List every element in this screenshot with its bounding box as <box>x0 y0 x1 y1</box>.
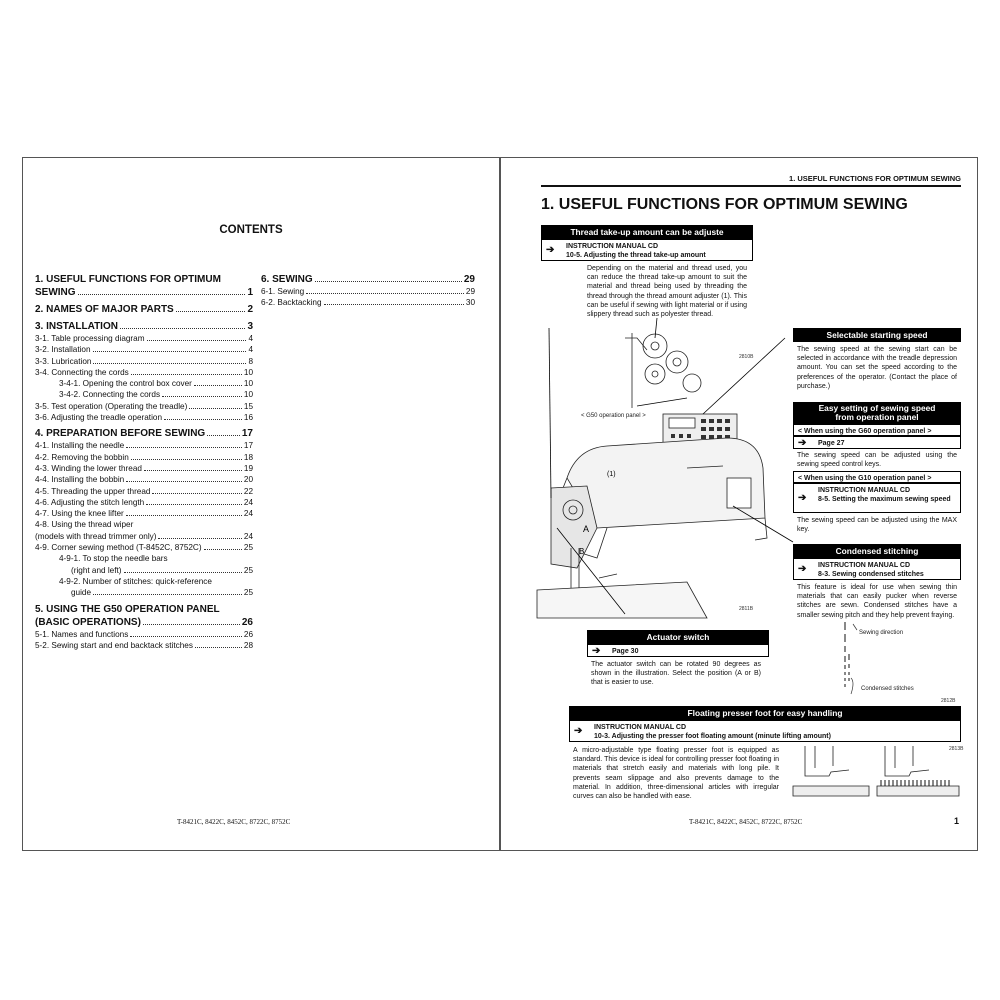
toc-entry-page: 20 <box>243 475 253 485</box>
toc-entry <box>35 334 253 345</box>
toc-entry-title: SEWING <box>35 287 76 298</box>
toc-entry-title: 4-7. Using the knee lifter <box>35 509 124 519</box>
toc-leader-dots <box>164 413 242 420</box>
toc-entry <box>35 287 253 300</box>
toc-entry <box>35 428 253 441</box>
toc-entry <box>35 475 253 486</box>
toc-entry-page: 26 <box>241 616 253 628</box>
floating-ref <box>569 720 961 742</box>
toc-leader-dots <box>195 641 242 648</box>
toc-entry <box>35 390 253 401</box>
toc-entry-title: guide <box>71 588 92 598</box>
g10-panel-label: < When using the G10 operation panel > <box>793 471 961 483</box>
toc-entry-title: 5-2. Sewing start and end backtack stitches <box>35 640 193 650</box>
toc-entry-title: 3-1. Table processing diagram <box>35 334 145 343</box>
toc-entry <box>35 441 253 452</box>
chapter-title: 1. USEFUL FUNCTIONS FOR OPTIMUM SEWING <box>541 196 908 213</box>
toc-entry-page: 25 <box>243 543 253 553</box>
arrow-icon: ➔ <box>592 645 601 656</box>
toc-column-2 <box>261 270 475 310</box>
toc-entry-title: 4-6. Adjusting the stitch length <box>35 497 145 507</box>
toc-entry-title: 4-8. Using the thread wiper <box>35 520 134 530</box>
toc-entry-page: 3 <box>247 321 253 332</box>
toc-entry-title: 3. INSTALLATION <box>35 321 118 332</box>
toc-entry <box>261 287 475 298</box>
toc-entry <box>35 588 253 599</box>
toc-leader-dots <box>131 368 242 375</box>
actuator-ref <box>587 644 769 657</box>
thread-takeup-body: Depending on the material and thread used, you can reduce the thread take-up amount to suit the material and thread being used by threading the thread through the thread amount adjuster (1). This can be useful if sewing with light material or if using slippery thread such as polyester thread. <box>587 265 747 319</box>
callout-b: B <box>579 547 585 556</box>
toc-entry <box>35 509 253 520</box>
header-rule <box>541 185 961 187</box>
toc-entry <box>35 641 253 652</box>
thread-takeup-ref <box>541 239 753 261</box>
toc-leader-dots <box>204 543 242 550</box>
toc-entry-title: 3-2. Installation <box>35 345 91 355</box>
toc-entry-title: 4-4. Installing the bobbin <box>35 475 125 485</box>
toc-entry-page: 30 <box>465 298 475 308</box>
arrow-icon: ➔ <box>546 244 555 256</box>
ref-line-2: 10-5. Adjusting the thread take-up amount <box>566 252 706 259</box>
easy-speed-title <box>793 402 961 424</box>
toc-entry-title: 3-3. Lubrication <box>35 356 92 366</box>
toc-entry-page: 18 <box>243 452 253 462</box>
toc-entry-title: 4-9. Corner sewing method (T-8452C, 8752C) <box>35 543 202 553</box>
toc-entry-page: 10 <box>243 367 253 377</box>
condensed-stitches-label: Condensed stitches <box>861 686 914 692</box>
actuator-body: The actuator switch can be rotated 90 degrees as shown in the illustration. Select the position (A or B) that is easier to use. <box>591 661 761 687</box>
toc-entry <box>35 554 253 565</box>
page-footer: T-8421C, 8422C, 8452C, 8722C, 8752C <box>177 818 291 826</box>
toc-leader-dots <box>120 322 245 329</box>
toc-entry-page: 24 <box>243 497 253 507</box>
toc-entry-title: (right and left) <box>71 565 122 575</box>
actuator-ref-page: Page 30 <box>612 648 639 655</box>
toc-leader-dots <box>93 588 242 595</box>
toc-leader-dots <box>124 566 242 573</box>
ref-line-1: INSTRUCTION MANUAL CD <box>566 243 659 250</box>
toc-entry-page: 22 <box>243 486 253 496</box>
toc-leader-dots <box>194 379 242 386</box>
toc-entry-page: 19 <box>243 463 253 473</box>
toc-entry-page: 28 <box>243 640 253 650</box>
toc-entry <box>35 304 253 317</box>
toc-leader-dots <box>324 298 464 305</box>
toc-entry-title: 5-1. Names and functions <box>35 629 129 639</box>
toc-entry-page: 15 <box>243 401 253 411</box>
ref-line-1: INSTRUCTION MANUAL CD <box>594 724 687 731</box>
sewing-direction-label: Sewing direction <box>859 630 904 636</box>
toc-entry-page: 26 <box>243 629 253 639</box>
toc-entry-page: 25 <box>243 565 253 575</box>
g10-body: The sewing speed can be adjusted using the MAX key. <box>797 517 957 534</box>
toc-entry <box>35 487 253 498</box>
toc-entry <box>261 298 475 309</box>
contents-title: CONTENTS <box>219 224 283 236</box>
toc-column-1 <box>35 270 253 652</box>
toc-leader-dots <box>152 487 241 494</box>
fig-id-2811b: 2811B <box>739 606 754 612</box>
toc-entry <box>35 630 253 641</box>
toc-entry-title: 4-2. Removing the bobbin <box>35 452 129 462</box>
toc-entry <box>35 520 253 531</box>
toc-entry <box>35 498 253 509</box>
toc-entry-page: 8 <box>248 356 253 366</box>
toc-entry <box>35 345 253 356</box>
toc-entry <box>35 368 253 379</box>
condensed-body: This feature is ideal for use when sewing thin materials that can easily pucker when reverse stitches are sewn. Condensed stitches have a smaller sewing pitch and they help prevent fraying. <box>797 584 957 619</box>
fig-id-2812b: 2812B <box>941 698 956 704</box>
toc-entry-page: 17 <box>241 428 253 440</box>
toc-entry <box>261 274 475 287</box>
toc-entry <box>35 357 253 368</box>
toc-entry <box>35 532 253 543</box>
toc-leader-dots <box>130 630 242 637</box>
actuator-title: Actuator switch <box>587 630 769 644</box>
toc-leader-dots <box>189 402 242 409</box>
toc-leader-dots <box>207 429 240 436</box>
fig-id-2810b: 2810B <box>739 354 754 360</box>
toc-entry-page: 2 <box>247 304 253 315</box>
toc-entry-title: 3-4-2. Connecting the cords <box>59 390 161 400</box>
toc-leader-dots <box>93 345 247 352</box>
toc-entry-page: 29 <box>465 287 475 296</box>
toc-entry-title: 4. PREPARATION BEFORE SEWING <box>35 428 206 440</box>
toc-leader-dots <box>93 357 246 364</box>
toc-entry <box>35 321 253 334</box>
toc-entry-page: 10 <box>243 390 253 400</box>
g60-ref-page: Page 27 <box>818 440 845 447</box>
toc-leader-dots <box>162 390 242 397</box>
ref-line-1: INSTRUCTION MANUAL CD <box>818 562 911 569</box>
toc-entry-page: 4 <box>248 334 253 343</box>
toc-entry-title: 4-9-2. Number of stitches: quick-reference <box>59 576 212 586</box>
toc-entry-title: 1. USEFUL FUNCTIONS FOR OPTIMUM <box>35 274 221 285</box>
g60-body: The sewing speed can be adjusted using the sewing speed control keys. <box>797 452 957 469</box>
toc-entry <box>35 413 253 424</box>
page-number: 1 <box>953 816 959 826</box>
toc-entry-page: 17 <box>243 441 253 451</box>
g10-ref <box>793 483 961 513</box>
callout-a: A <box>583 524 590 534</box>
thread-takeup-title: Thread take-up amount can be adjuste <box>541 225 753 239</box>
toc-leader-dots <box>176 305 246 312</box>
starting-speed-body: The sewing speed at the sewing start can be selected in accordance with the treadle depression amount. You can set the speed according to the preferences of the operator. (Contact the place of purchase.) <box>797 346 957 390</box>
toc-entry-title: 6. SEWING <box>261 274 313 285</box>
toc-entry-page: 1 <box>247 287 253 298</box>
toc-entry <box>35 617 253 630</box>
toc-entry-title: 4-5. Threading the upper thread <box>35 486 151 496</box>
arrow-icon: ➔ <box>798 492 807 504</box>
toc-entry-page: 24 <box>243 509 253 519</box>
easy-speed-title-line2: from operation panel <box>835 412 919 422</box>
toc-leader-dots <box>306 287 464 294</box>
panel-label: < G50 operation panel > <box>581 413 646 419</box>
floating-body: A micro-adjustable type floating presser foot is equipped as standard. This device is ideal for controlling presser foot floating in materials that stretch easily and materials with long pile. It prevents seam slippage and also prevents damage to the material. In addition, three-dimensional articles with irregular curves can also be handled with ease. <box>573 747 779 801</box>
toc-entry-title: 4-1. Installing the needle <box>35 441 125 451</box>
starting-speed-title: Selectable starting speed <box>793 328 961 342</box>
toc-entry-page: 24 <box>243 531 253 541</box>
toc-leader-dots <box>144 464 242 471</box>
toc-leader-dots <box>126 509 242 516</box>
toc-leader-dots <box>146 498 242 505</box>
ref-line-2: 10-3. Adjusting the presser foot floating amount (minute lifting amount) <box>594 733 831 740</box>
running-header: 1. USEFUL FUNCTIONS FOR OPTIMUM SEWING <box>789 174 961 183</box>
toc-entry <box>35 464 253 475</box>
toc-entry-page: 29 <box>463 274 475 285</box>
toc-entry-page: 25 <box>243 588 253 598</box>
toc-entry-title: 6-2. Backtacking <box>261 298 322 308</box>
toc-entry-title: 5. USING THE G50 OPERATION PANEL <box>35 603 220 615</box>
sewing-machine-illustration <box>537 328 777 618</box>
toc-entry-title: (models with thread trimmer only) <box>35 531 157 541</box>
toc-entry <box>35 543 253 554</box>
toc-entry <box>35 402 253 413</box>
g60-ref <box>793 436 961 449</box>
toc-entry <box>35 566 253 577</box>
toc-entry <box>35 604 253 617</box>
toc-entry-title: 2. NAMES OF MAJOR PARTS <box>35 304 174 315</box>
toc-entry <box>35 453 253 464</box>
toc-leader-dots <box>126 475 242 482</box>
toc-leader-dots <box>143 618 240 625</box>
toc-entry-title: 3-4-1. Opening the control box cover <box>59 379 192 389</box>
ref-line-2: 8-3. Sewing condensed stitches <box>818 571 924 578</box>
toc-leader-dots <box>147 334 247 341</box>
toc-leader-dots <box>78 288 246 295</box>
content-page <box>500 157 978 851</box>
toc-entry-title: 3-6. Adjusting the treadle operation <box>35 413 162 423</box>
page-footer: T-8421C, 8422C, 8452C, 8722C, 8752C <box>689 818 803 826</box>
toc-entry-title: 4-9-1. To stop the needle bars <box>59 554 168 564</box>
toc-leader-dots <box>126 441 242 448</box>
arrow-icon: ➔ <box>574 725 583 737</box>
toc-entry <box>35 577 253 588</box>
floating-title: Floating presser foot for easy handling <box>569 706 961 720</box>
arrow-icon: ➔ <box>798 437 807 448</box>
ref-line-2: 8-5. Setting the maximum sewing speed <box>818 496 951 503</box>
toc-entry-title: 3-5. Test operation (Operating the treadle) <box>35 401 188 411</box>
condensed-ref <box>793 558 961 580</box>
toc-entry-page: 16 <box>243 413 253 423</box>
contents-page <box>22 157 500 851</box>
toc-entry <box>35 379 253 390</box>
toc-entry-title: 4-3. Winding the lower thread <box>35 463 142 473</box>
toc-entry-title: (BASIC OPERATIONS) <box>35 616 141 628</box>
g60-panel-label: < When using the G60 operation panel > <box>793 424 961 436</box>
easy-speed-title-line1: Easy setting of sewing speed <box>818 403 936 413</box>
arrow-icon: ➔ <box>798 563 807 575</box>
toc-entry <box>35 274 253 287</box>
toc-leader-dots <box>131 453 242 460</box>
toc-leader-dots <box>158 532 241 539</box>
toc-entry-title: 3-4. Connecting the cords <box>35 367 129 377</box>
presser-foot-diagram <box>789 746 965 808</box>
toc-entry-title: 6-1. Sewing <box>261 287 305 296</box>
toc-entry-page: 10 <box>243 379 253 389</box>
toc-leader-dots <box>315 275 462 282</box>
condensed-title: Condensed stitching <box>793 544 961 558</box>
fig-id-2813b: 2813B <box>949 746 964 752</box>
ref-line-1: INSTRUCTION MANUAL CD <box>818 487 911 494</box>
toc-entry-page: 4 <box>248 345 253 355</box>
callout-1: (1) <box>607 471 616 478</box>
